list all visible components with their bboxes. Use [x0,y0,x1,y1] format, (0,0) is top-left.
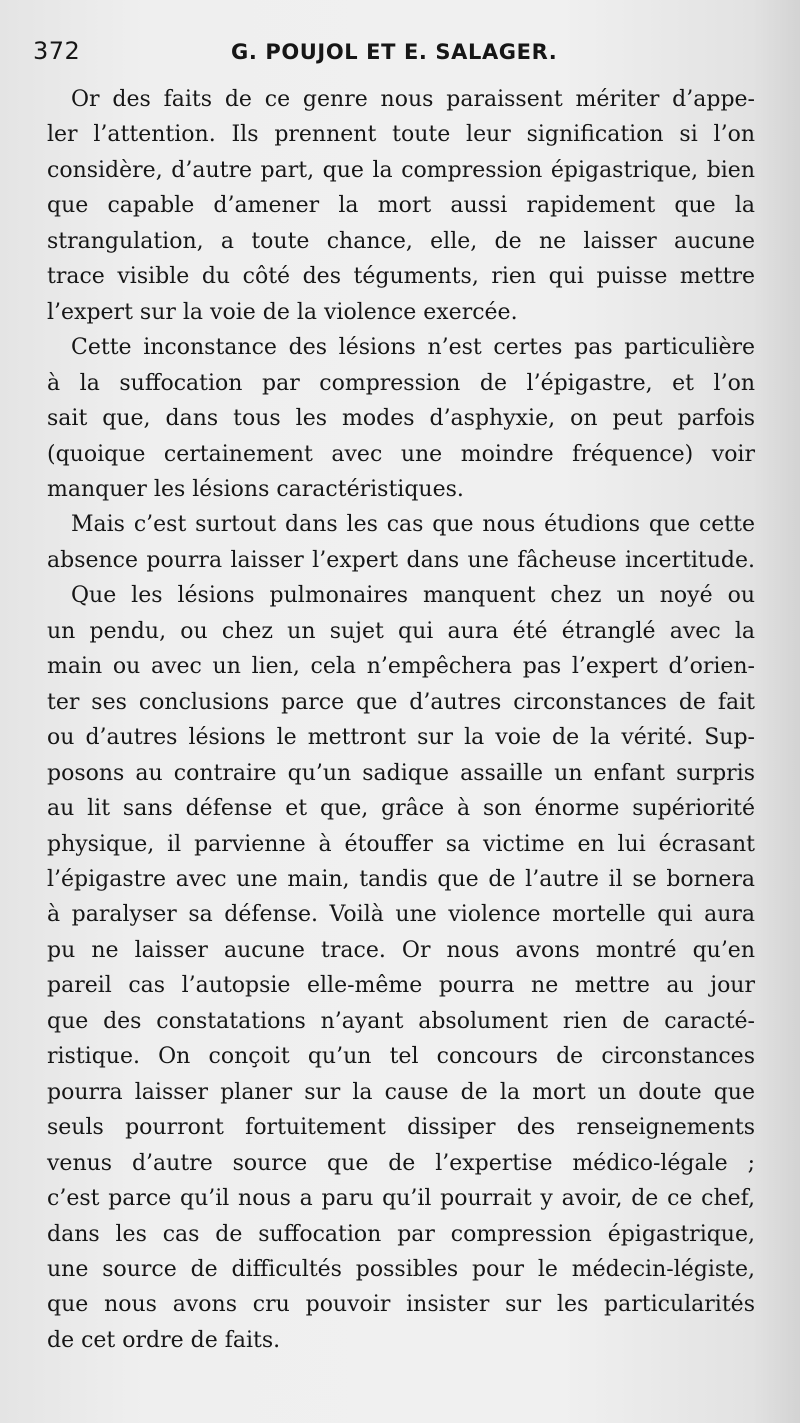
text-line: seuls pourront fortuitement dissiper des renseignements [47,1115,755,1141]
text-line: ristique. On conçoit qu’un tel concours de circonstances [47,1044,755,1070]
text-line: c’est parce qu’il nous a paru qu’il pourrait y avoir, de ce chef, [47,1186,755,1212]
text-line: à paralyser sa défense. Voilà une violence mortelle qui aura [47,902,755,928]
text-line: Que les lésions pulmonaires manquent chez un noyé ou [71,583,755,609]
text-line: manquer les lésions caractéristiques. [47,476,464,502]
text-line: au lit sans défense et que, grâce à son énorme supériorité [47,796,755,822]
text-line: absence pourra laisser l’expert dans une fâcheuse incertitude. [47,547,755,573]
text-line: un pendu, ou chez un sujet qui aura été étranglé avec la [47,618,755,644]
text-line: strangulation, a toute chance, elle, de ne laisser aucune [47,228,755,254]
text-line: une source de difficultés possibles pour le médecin-légiste, [47,1256,755,1282]
text-line: main ou avec un lien, cela n’empêchera pas l’expert d’orien- [47,654,755,680]
text-line: posons au contraire qu’un sadique assaille un enfant surpris [47,760,755,786]
text-line: l’épigastre avec une main, tandis que de l’autre il se bornera [47,866,755,892]
text-line: pourra laisser planer sur la cause de la mort un doute que [47,1079,755,1105]
text-line: trace visible du côté des téguments, rien qui puisse mettre [47,264,755,290]
text-line: sait que, dans tous les modes d’asphyxie, on peut parfois [47,406,755,432]
text-line: ou d’autres lésions le mettront sur la voie de la vérité. Sup- [47,725,755,751]
text-line: que nous avons cru pouvoir insister sur les particularités [47,1292,755,1318]
text-line: ter ses conclusions parce que d’autres circonstances de fait [47,689,755,715]
body-text [47,82,755,1358]
text-line: que des constatations n’ayant absolument rien de caracté- [47,1008,755,1034]
text-line: pareil cas l’autopsie elle-même pourra ne mettre au jour [47,973,755,999]
text-line: que capable d’amener la mort aussi rapidement que la [47,193,755,219]
page-header [33,36,773,70]
text-line: Or des faits de ce genre nous paraissent mériter d’appe- [71,87,755,112]
paragraph-1 [47,82,755,330]
text-line: physique, il parvienne à étouffer sa victime en lui écrasant [47,831,755,857]
running-head: G. POUJOL ET E. SALAGER. [231,40,558,64]
text-line: Cette inconstance des lésions n’est certes pas particulière [71,335,755,361]
text-line: ler l’attention. Ils prennent toute leur signification si l’on [47,122,755,148]
text-line: pu ne laisser aucune trace. Or nous avons montré qu’en [47,937,755,963]
paragraph-4 [47,578,755,1358]
text-line: dans les cas de suffocation par compression épigastrique, [47,1221,755,1247]
text-line: de cet ordre de faits. [47,1327,281,1353]
text-line: considère, d’autre part, que la compression épigastrique, bien [47,157,755,183]
page-number: 372 [33,37,81,65]
text-line: venus d’autre source que de l’expertise médico-légale ; [47,1150,755,1176]
text-line: Mais c’est surtout dans les cas que nous étudions que cette [71,512,755,538]
text-line: (quoique certainement avec une moindre fréquence) voir [47,441,755,467]
paragraph-2 [47,330,755,507]
paragraph-3 [47,507,755,578]
text-line: l’expert sur la voie de la violence exercée. [47,299,518,325]
text-line: à la suffocation par compression de l’épigastre, et l’on [47,370,755,396]
